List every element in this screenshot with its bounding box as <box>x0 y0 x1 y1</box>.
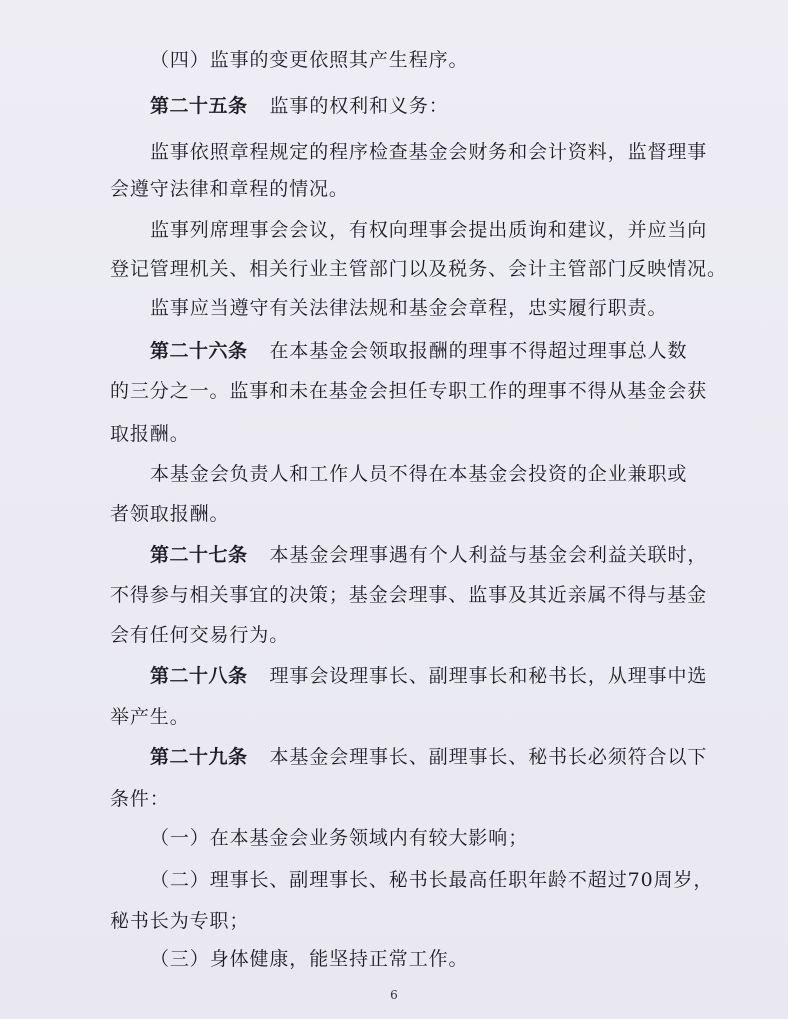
article-28-heading: 第二十八条 <box>150 665 248 687</box>
article-25-intro: 监事的权利和义务： <box>269 95 449 117</box>
clause-2-text: （二）理事长、副理事长、秘书长最高任职年龄不超过70周岁， <box>150 869 714 891</box>
article-26-line: 第二十六条 在本基金会领取报酬的理事不得超过理事总人数 <box>150 340 688 362</box>
clause-1-text: （一）在本基金会业务领域内有较大影响； <box>150 827 529 849</box>
article-25-line <box>150 92 730 120</box>
article-28-line: 第二十八条 理事会设理事长、副理事长和秘书长，从理事中选 <box>150 665 708 687</box>
clause-4-text: （四）监事的变更依照其产生程序。 <box>150 49 469 71</box>
paragraph-line: 秘书长为专职； <box>110 910 250 932</box>
paragraph-line: 会有任何交易行为。 <box>110 624 290 646</box>
paragraph-line: 取报酬。 <box>110 423 190 445</box>
paragraph-line: 条件： <box>110 788 170 810</box>
article-29-heading: 第二十九条 <box>150 746 248 768</box>
paragraph-line: 举产生。 <box>110 706 190 728</box>
paragraph-line: 者领取报酬。 <box>110 503 230 525</box>
clause-3-text: （三）身体健康，能坚持正常工作。 <box>150 948 469 970</box>
paragraph-line: 的三分之一。监事和未在基金会担任专职工作的理事不得从基金会获 <box>110 380 708 402</box>
article-27-line: 第二十七条 本基金会理事遇有个人利益与基金会利益关联时， <box>150 544 708 566</box>
article-27-heading: 第二十七条 <box>150 544 248 566</box>
paragraph-line: 登记管理机关、相关行业主管部门以及税务、会计主管部门反映情况。 <box>110 258 727 280</box>
paragraph-line: 本基金会负责人和工作人员不得在本基金会投资的企业兼职或 <box>150 463 688 485</box>
paragraph-line: 会遵守法律和章程的情况。 <box>110 178 349 200</box>
paragraph-line: 监事列席理事会会议，有权向理事会提出质询和建议，并应当向 <box>150 219 708 241</box>
article-29-line: 第二十九条 本基金会理事长、副理事长、秘书长必须符合以下 <box>150 746 708 768</box>
paragraph-line: 不得参与相关事宜的决策；基金会理事、监事及其近亲属不得与基金 <box>110 584 708 606</box>
article-26-heading: 第二十六条 <box>150 340 248 362</box>
paragraph-line: 监事应当遵守有关法律法规和基金会章程，忠实履行职责。 <box>150 297 668 319</box>
page-number: 6 <box>390 988 398 1002</box>
article-25-heading: 第二十五条 <box>150 95 248 117</box>
paragraph-line: 监事依照章程规定的程序检查基金会财务和会计资料，监督理事 <box>150 141 708 163</box>
